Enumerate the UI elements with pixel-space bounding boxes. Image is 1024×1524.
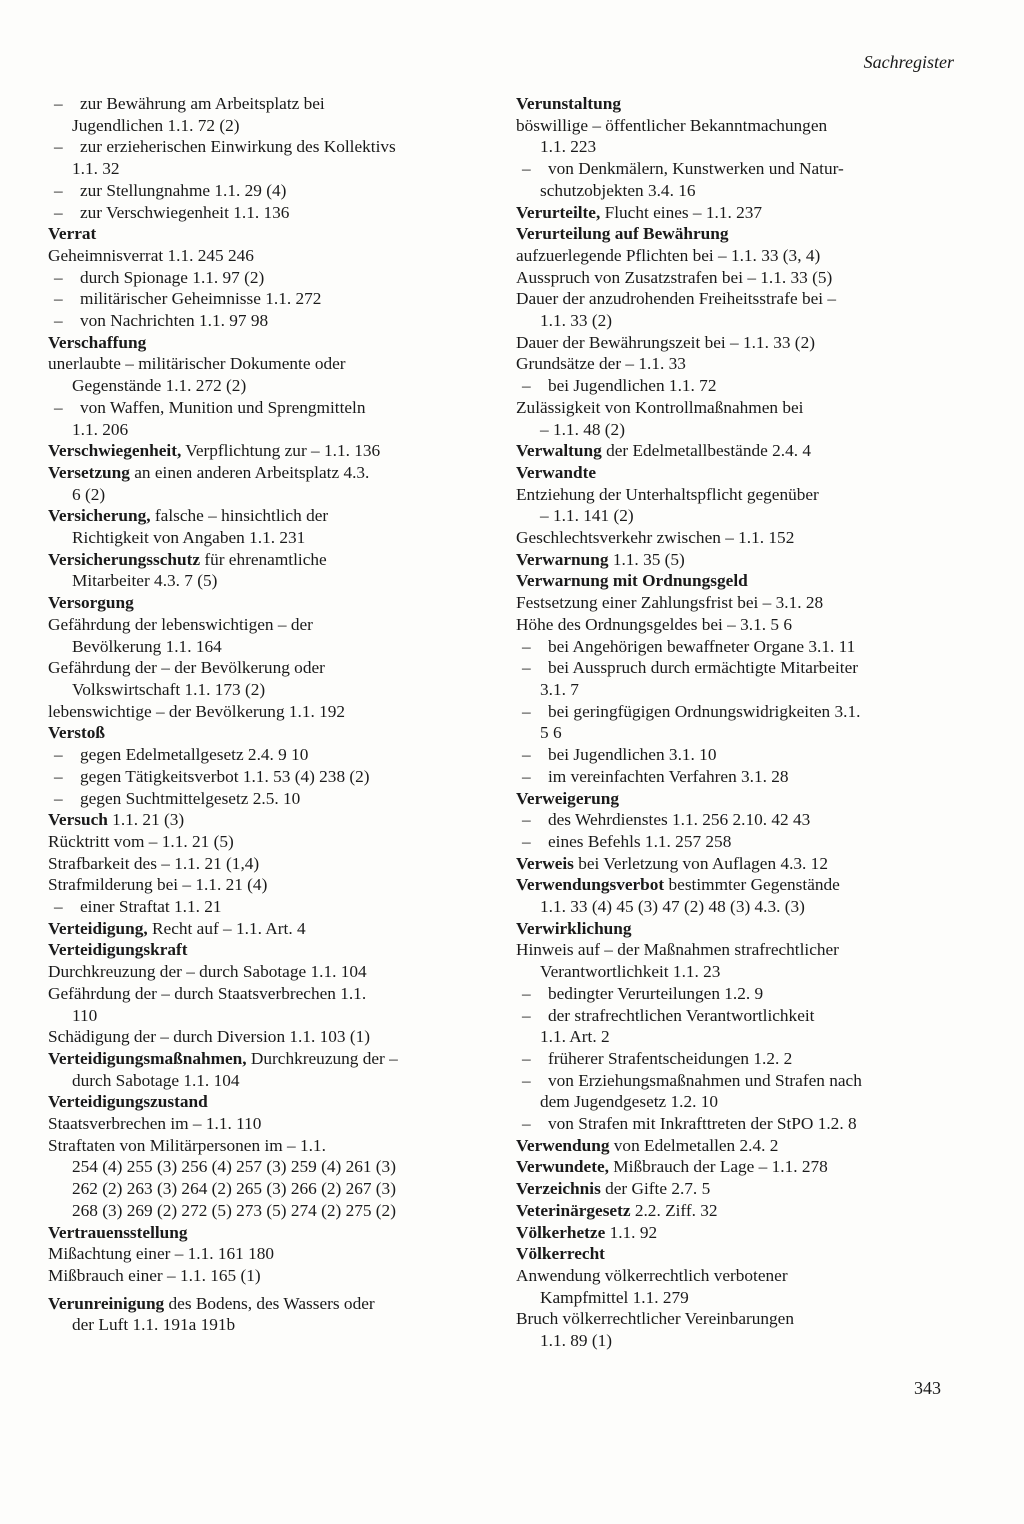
index-subentry	[48, 267, 488, 289]
index-entry: Geheimnisverrat 1.1. 245 246	[48, 245, 254, 265]
index-heading-term: Veterinärgesetz	[516, 1200, 631, 1220]
index-subentry	[48, 788, 488, 810]
index-heading: Verunstaltung	[516, 94, 621, 113]
index-entry: unerlaubte – militärischer Dokumente oder	[48, 354, 346, 374]
dash-marker: –	[522, 1005, 531, 1025]
index-heading-entry	[48, 505, 488, 527]
index-subentry	[48, 896, 488, 918]
index-continuation: Bevölkerung 1.1. 164	[72, 636, 222, 656]
index-continuation: – 1.1. 48 (2)	[540, 419, 625, 439]
index-heading-rest: bestimmter Gegenstände	[664, 875, 840, 895]
dash-marker: –	[54, 94, 63, 113]
dash-marker: –	[54, 267, 63, 287]
index-heading: Versorgung	[48, 593, 134, 613]
dash-marker: –	[522, 1114, 531, 1134]
index-entry: Strafmilderung bei – 1.1. 21 (4)	[48, 875, 268, 895]
index-continuation: durch Sabotage 1.1. 104	[72, 1070, 240, 1090]
index-continuation: dem Jugendgesetz 1.2. 10	[540, 1092, 719, 1112]
index-heading-entry	[48, 462, 488, 484]
index-heading-term: Verwaltung	[516, 441, 602, 461]
index-heading-rest: 2.2. Ziff. 32	[630, 1200, 718, 1220]
index-continuation: Kampfmittel 1.1. 279	[540, 1287, 689, 1307]
index-continuation: Jugendlichen 1.1. 72 (2)	[72, 115, 240, 135]
index-entry: Ausspruch von Zusatzstrafen bei – 1.1. 33 (5)	[516, 267, 833, 287]
index-continuation: 1.1. Art. 2	[540, 1027, 610, 1047]
index-entry: Dauer der Bewährungszeit bei – 1.1. 33 (2)	[516, 332, 815, 352]
index-subentry	[516, 1113, 956, 1135]
index-entry: Zulässigkeit von Kontrollmaßnahmen bei	[516, 397, 804, 417]
index-subentry-text: eines Befehls 1.1. 257 258	[548, 831, 732, 851]
index-subentry-text: von Erziehungsmaßnahmen und Strafen nach	[548, 1070, 862, 1090]
index-subentry-text: von Nachrichten 1.1. 97 98	[80, 311, 269, 331]
index-heading: Verwandte	[516, 462, 597, 482]
dash-marker: –	[54, 180, 63, 200]
index-heading-rest: falsche – hinsichtlich der	[150, 506, 329, 526]
index-entry: Entziehung der Unterhaltspflicht gegenüber	[516, 484, 819, 504]
dash-marker: –	[54, 289, 63, 309]
index-entry: Durchkreuzung der – durch Sabotage 1.1. 104	[48, 962, 367, 982]
index-subentry	[516, 657, 956, 679]
index-continuation: 110	[72, 1005, 98, 1025]
index-heading-entry	[48, 918, 488, 940]
index-subentry-text: früherer Strafentscheidungen 1.2. 2	[548, 1048, 793, 1068]
index-continuation: Volkswirtschaft 1.1. 173 (2)	[72, 679, 266, 699]
index-continuation: schutzobjekten 3.4. 16	[540, 180, 696, 200]
index-entry: Rücktritt vom – 1.1. 21 (5)	[48, 831, 234, 851]
index-entry: lebenswichtige – der Bevölkerung 1.1. 192	[48, 701, 346, 721]
index-heading: Verwirklichung	[516, 918, 632, 938]
index-continuation: 3.1. 7	[540, 679, 579, 699]
index-heading-term: Verteidigung,	[48, 918, 148, 938]
index-subentry-text: von Denkmälern, Kunstwerken und Natur-	[548, 159, 844, 179]
index-heading-term: Verunreinigung	[48, 1293, 165, 1313]
index-subentry-text: bei geringfügigen Ordnungswidrigkeiten 3.1.	[548, 701, 861, 721]
index-entry: Gefährdung der – durch Staatsverbrechen 1.1.	[48, 983, 367, 1003]
index-heading-rest: Flucht eines – 1.1. 237	[600, 202, 763, 222]
index-heading-rest: des Bodens, des Wassers oder	[164, 1293, 375, 1313]
index-subentry	[48, 744, 488, 766]
index-entry: Staatsverbrechen im – 1.1. 110	[48, 1114, 262, 1134]
index-subentry-text: zur erzieherischen Einwirkung des Kollektivs	[80, 137, 396, 157]
index-heading-term: Verwendungsverbot	[516, 875, 665, 895]
index-subentry	[516, 636, 956, 658]
index-subentry	[48, 397, 488, 419]
index-subentry	[48, 180, 488, 202]
index-heading: Verurteilung auf Bewährung	[516, 224, 729, 244]
index-subentry-text: durch Spionage 1.1. 97 (2)	[80, 267, 265, 287]
index-continuation: 1.1. 32	[72, 159, 120, 179]
index-subentry-text: zur Stellungnahme 1.1. 29 (4)	[80, 180, 287, 200]
index-subentry-text: gegen Suchtmittelgesetz 2.5. 10	[80, 788, 301, 808]
dash-marker: –	[522, 376, 531, 396]
index-heading-term: Verweis	[516, 853, 574, 873]
index-heading-rest: Verpflichtung zur – 1.1. 136	[181, 441, 381, 461]
dash-marker: –	[54, 202, 63, 222]
index-entry: Dauer der anzudrohenden Freiheitsstrafe bei –	[516, 289, 837, 309]
index-heading-entry	[48, 809, 488, 831]
index-entry: Bruch völkerrechtlicher Vereinbarungen	[516, 1309, 794, 1329]
index-subentry-text: bei Angehörigen bewaffneter Organe 3.1. 11	[548, 636, 856, 656]
index-heading-entry	[516, 1200, 956, 1222]
index-continuation: 1.1. 33 (4) 45 (3) 47 (2) 48 (3) 4.3. (3)	[540, 897, 805, 917]
index-subentry-text: militärischer Geheimnisse 1.1. 272	[80, 289, 322, 309]
index-entry: Mißbrauch einer – 1.1. 165 (1)	[48, 1265, 261, 1285]
index-heading-term: Versicherung,	[48, 506, 151, 526]
index-entry: Grundsätze der – 1.1. 33	[516, 354, 686, 374]
index-subentry-text: gegen Tätigkeitsverbot 1.1. 53 (4) 238 (2)	[80, 766, 370, 786]
index-subentry	[516, 1048, 956, 1070]
index-entry: Mißachtung einer – 1.1. 161 180	[48, 1244, 275, 1264]
dash-marker: –	[522, 831, 531, 851]
index-subentry-text: bei Ausspruch durch ermächtigte Mitarbeiter	[548, 658, 858, 678]
index-subentry	[516, 158, 956, 180]
index-heading-rest: 1.1. 35 (5)	[608, 549, 685, 569]
index-heading-entry	[48, 1048, 488, 1070]
index-continuation: 5 6	[540, 723, 562, 743]
index-subentry-text: zur Bewährung am Arbeitsplatz bei	[80, 94, 325, 113]
index-subentry	[516, 831, 956, 853]
index-heading-entry	[48, 440, 488, 462]
index-continuation: 268 (3) 269 (2) 272 (5) 273 (5) 274 (2) 275 (2)	[72, 1200, 396, 1220]
index-subentry-text: gegen Edelmetallgesetz 2.4. 9 10	[80, 745, 309, 765]
dash-marker: –	[54, 137, 63, 157]
index-continuation: 262 (2) 263 (3) 264 (2) 265 (3) 266 (2) 267 (3)	[72, 1179, 396, 1199]
index-subentry	[516, 1005, 956, 1027]
index-heading-rest: Recht auf – 1.1. Art. 4	[147, 918, 306, 938]
index-entry: Geschlechtsverkehr zwischen – 1.1. 152	[516, 528, 795, 548]
index-heading-rest: der Gifte 2.7. 5	[600, 1179, 711, 1199]
index-heading-rest: bei Verletzung von Auflagen 4.3. 12	[573, 853, 828, 873]
index-heading-term: Verwarnung	[516, 549, 609, 569]
index-subentry-text: bedingter Verurteilungen 1.2. 9	[548, 983, 764, 1003]
dash-marker: –	[54, 788, 63, 808]
index-subentry	[48, 202, 488, 224]
index-heading-entry	[516, 853, 956, 875]
dash-marker: –	[522, 745, 531, 765]
page-number: 343	[914, 1378, 941, 1398]
index-heading-entry	[48, 549, 488, 571]
running-head: Sachregister	[863, 52, 954, 72]
index-heading-entry	[516, 1135, 956, 1157]
dash-marker: –	[54, 766, 63, 786]
index-entry: aufzuerlegende Pflichten bei – 1.1. 33 (3, 4)	[516, 245, 821, 265]
index-subentry	[48, 766, 488, 788]
dash-marker: –	[54, 745, 63, 765]
index-subentry-text: des Wehrdienstes 1.1. 256 2.10. 42 43	[548, 810, 811, 830]
index-entry: böswillige – öffentlicher Bekanntmachungen	[516, 115, 828, 135]
index-heading-entry	[516, 1222, 956, 1244]
index-heading-entry	[516, 440, 956, 462]
index-subentry	[516, 744, 956, 766]
index-heading: Verrat	[48, 224, 97, 244]
dash-marker: –	[54, 897, 63, 917]
index-heading-rest: der Edelmetallbestände 2.4. 4	[601, 441, 812, 461]
index-subentry-text: einer Straftat 1.1. 21	[80, 897, 222, 917]
index-continuation: – 1.1. 141 (2)	[540, 506, 634, 526]
index-entry: Anwendung völkerrechtlich verbotener	[516, 1265, 788, 1285]
index-heading-term: Versuch	[48, 810, 108, 830]
index-heading-entry	[516, 1178, 956, 1200]
dash-marker: –	[522, 810, 531, 830]
index-continuation: 6 (2)	[72, 484, 106, 504]
index-subentry-text: bei Jugendlichen 1.1. 72	[548, 376, 717, 396]
index-subentry	[48, 310, 488, 332]
index-subentry	[516, 983, 956, 1005]
index-heading: Verweigerung	[516, 788, 620, 808]
index-heading-entry	[516, 874, 956, 896]
index-entry: Strafbarkeit des – 1.1. 21 (1,4)	[48, 853, 260, 873]
index-subentry	[516, 701, 956, 723]
index-heading-term: Versicherungsschutz	[48, 549, 201, 569]
index-entry: Schädigung der – durch Diversion 1.1. 103 (1)	[48, 1027, 371, 1047]
index-heading-rest: 1.1. 21 (3)	[107, 810, 185, 830]
dash-marker: –	[522, 766, 531, 786]
index-entry: Festsetzung einer Zahlungsfrist bei – 3.1. 28	[516, 593, 824, 613]
index-continuation: 1.1. 33 (2)	[540, 311, 612, 331]
index-subentry	[516, 809, 956, 831]
index-continuation: Richtigkeit von Angaben 1.1. 231	[72, 528, 306, 548]
index-entry: Straftaten von Militärpersonen im – 1.1.	[48, 1135, 326, 1155]
index-heading-rest: 1.1. 92	[605, 1222, 658, 1242]
index-heading-entry	[516, 202, 956, 224]
index-continuation: 1.1. 206	[72, 419, 129, 439]
dash-marker: –	[522, 1048, 531, 1068]
index-continuation: 1.1. 89 (1)	[540, 1331, 612, 1351]
index-heading-rest: an einen anderen Arbeitsplatz 4.3.	[129, 462, 370, 482]
index-heading-term: Verteidigungsmaßnahmen,	[48, 1048, 247, 1068]
index-subentry	[48, 93, 488, 115]
index-heading-entry	[516, 549, 956, 571]
index-heading-rest: von Edelmetallen 2.4. 2	[609, 1135, 779, 1155]
index-subentry-text: zur Verschwiegenheit 1.1. 136	[80, 202, 290, 222]
index-subentry	[516, 1070, 956, 1092]
index-heading-term: Völkerhetze	[516, 1222, 606, 1242]
index-column-left	[48, 93, 488, 1336]
index-subentry	[48, 136, 488, 158]
index-heading-term: Verzeichnis	[516, 1179, 601, 1199]
index-subentry	[516, 375, 956, 397]
index-subentry	[48, 288, 488, 310]
index-continuation: Gegenstände 1.1. 272 (2)	[72, 376, 247, 396]
index-subentry-text: von Waffen, Munition und Sprengmitteln	[80, 397, 366, 417]
index-entry: Gefährdung der – der Bevölkerung oder	[48, 658, 325, 678]
index-subentry-text: bei Jugendlichen 3.1. 10	[548, 745, 717, 765]
index-heading: Verschaffung	[48, 332, 147, 352]
dash-marker: –	[54, 397, 63, 417]
index-subentry-text: der strafrechtlichen Verantwortlichkeit	[548, 1005, 815, 1025]
index-heading: Verteidigungszustand	[48, 1092, 208, 1112]
index-heading-rest: für ehrenamtliche	[200, 549, 327, 569]
index-continuation: 1.1. 223	[540, 137, 597, 157]
index-heading-entry	[48, 1293, 488, 1315]
index-subentry-text: im vereinfachten Verfahren 3.1. 28	[548, 766, 789, 786]
dash-marker: –	[522, 636, 531, 656]
index-heading: Vertrauensstellung	[48, 1222, 188, 1242]
dash-marker: –	[522, 701, 531, 721]
index-continuation: 254 (4) 255 (3) 256 (4) 257 (3) 259 (4) 261 (3)	[72, 1157, 396, 1177]
index-subentry	[516, 766, 956, 788]
dash-marker: –	[522, 159, 531, 179]
index-heading: Völkerrecht	[516, 1244, 605, 1264]
index-heading-rest: Durchkreuzung der –	[246, 1048, 398, 1068]
index-heading-term: Verurteilte,	[516, 202, 601, 222]
index-continuation: Verantwortlichkeit 1.1. 23	[540, 962, 721, 982]
index-heading-rest: Mißbrauch der Lage – 1.1. 278	[608, 1157, 828, 1177]
dash-marker: –	[522, 1070, 531, 1090]
dash-marker: –	[54, 311, 63, 331]
index-entry: Gefährdung der lebenswichtigen – der	[48, 614, 313, 634]
index-entry: Höhe des Ordnungsgeldes bei – 3.1. 5 6	[516, 614, 792, 634]
index-heading: Verstoß	[48, 723, 105, 743]
dash-marker: –	[522, 658, 531, 678]
dash-marker: –	[522, 983, 531, 1003]
index-heading-term: Verwendung	[516, 1135, 610, 1155]
index-heading-term: Versetzung	[48, 462, 130, 482]
index-subentry-text: von Strafen mit Inkrafttreten der StPO 1.2. 8	[548, 1114, 857, 1134]
index-continuation: der Luft 1.1. 191a 191b	[72, 1315, 236, 1335]
index-heading: Verwarnung mit Ordnungsgeld	[516, 571, 748, 591]
index-heading: Verteidigungskraft	[48, 940, 188, 960]
index-heading-entry	[516, 1156, 956, 1178]
index-heading-term: Verschwiegenheit,	[48, 441, 182, 461]
index-column-right	[516, 93, 956, 1352]
index-continuation: Mitarbeiter 4.3. 7 (5)	[72, 571, 218, 591]
index-entry: Hinweis auf – der Maßnahmen strafrechtlicher	[516, 940, 839, 960]
index-heading-term: Verwundete,	[516, 1157, 609, 1177]
